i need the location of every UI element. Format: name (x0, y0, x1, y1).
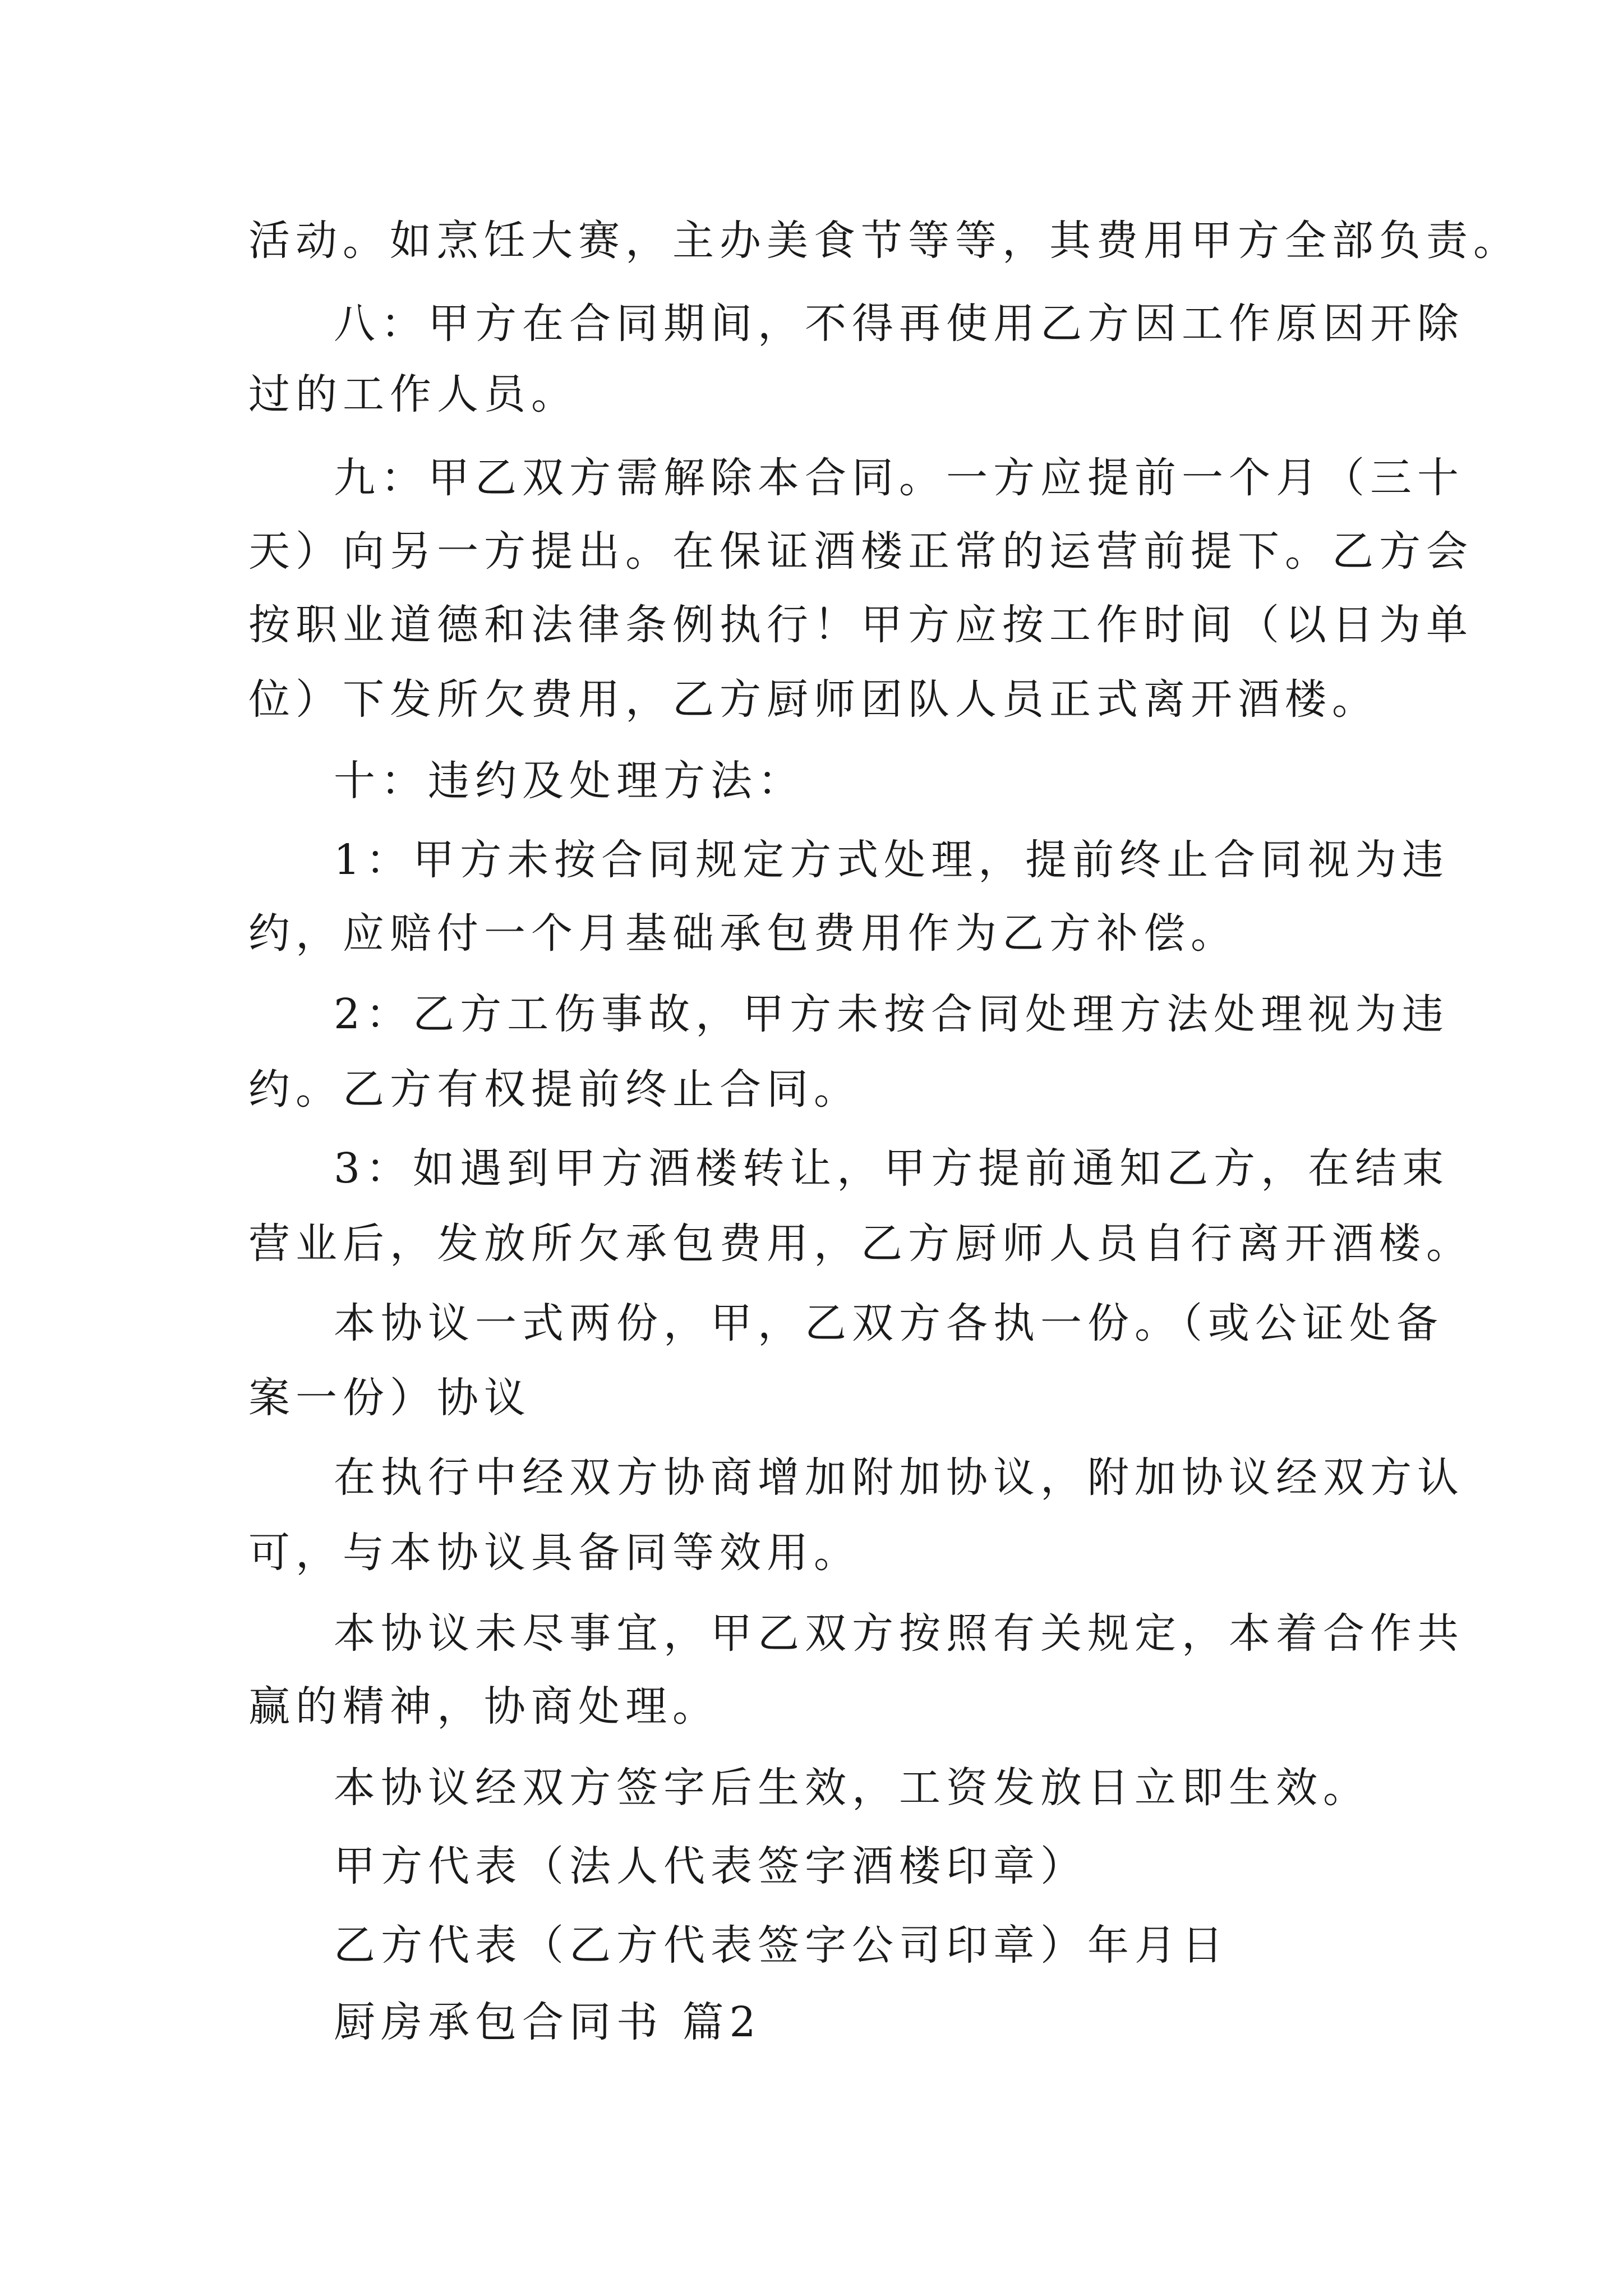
paragraph-line: 3：如遇到甲方酒楼转让，甲方提前通知乙方，在结束 (334, 1144, 1450, 1193)
paragraph-line: 约。乙方有权提前终止合同。 (248, 1065, 861, 1114)
paragraph-line: 营业后，发放所欠承包费用，乙方厨师人员自行离开酒楼。 (248, 1220, 1473, 1268)
paragraph-line: 本协议未尽事宜，甲乙双方按照有关规定，本着合作共 (334, 1609, 1464, 1658)
paragraph-line: 1：甲方未按合同规定方式处理，提前终止合同视为违 (334, 836, 1450, 884)
paragraph-line: 甲方代表（法人代表签字酒楼印章） (334, 1842, 1087, 1890)
paragraph-line: 天）向另一方提出。在保证酒楼正常的运营前提下。乙方会 (248, 527, 1473, 576)
paragraph-line: 按职业道德和法律条例执行！甲方应按工作时间（以日为单 (248, 601, 1473, 649)
paragraph-line: 案一份）协议 (248, 1374, 531, 1422)
paragraph-line: 约，应赔付一个月基础承包费用作为乙方补偿。 (248, 909, 1238, 958)
paragraph-line: 可，与本协议具备同等效用。 (248, 1529, 861, 1577)
paragraph-line: 九：甲乙双方需解除本合同。一方应提前一个月（三十 (334, 454, 1464, 502)
paragraph-line: 八：甲方在合同期间，不得再使用乙方因工作原因开除 (334, 300, 1464, 348)
paragraph-line: 过的工作人员。 (248, 370, 578, 418)
paragraph-line: 乙方代表（乙方代表签字公司印章）年月日 (334, 1921, 1229, 1970)
paragraph-line: 赢的精神，协商处理。 (248, 1682, 720, 1731)
paragraph-line: 2：乙方工伤事故，甲方未按合同处理方法处理视为违 (334, 990, 1450, 1038)
paragraph-line: 本协议经双方签字后生效，工资发放日立即生效。 (334, 1764, 1370, 1812)
paragraph-line: 位）下发所欠费用，乙方厨师团队人员正式离开酒楼。 (248, 675, 1379, 724)
paragraph-line: 在执行中经双方协商增加附加协议，附加协议经双方认 (334, 1453, 1464, 1502)
section-heading: 厨房承包合同书 篇2 (334, 1998, 762, 2046)
paragraph-line: 活动。如烹饪大赛，主办美食节等等，其费用甲方全部负责。 (248, 217, 1520, 265)
paragraph-line: 十：违约及处理方法： (334, 757, 805, 805)
paragraph-line: 本协议一式两份，甲，乙双方各执一份。（或公证处备 (334, 1299, 1444, 1347)
